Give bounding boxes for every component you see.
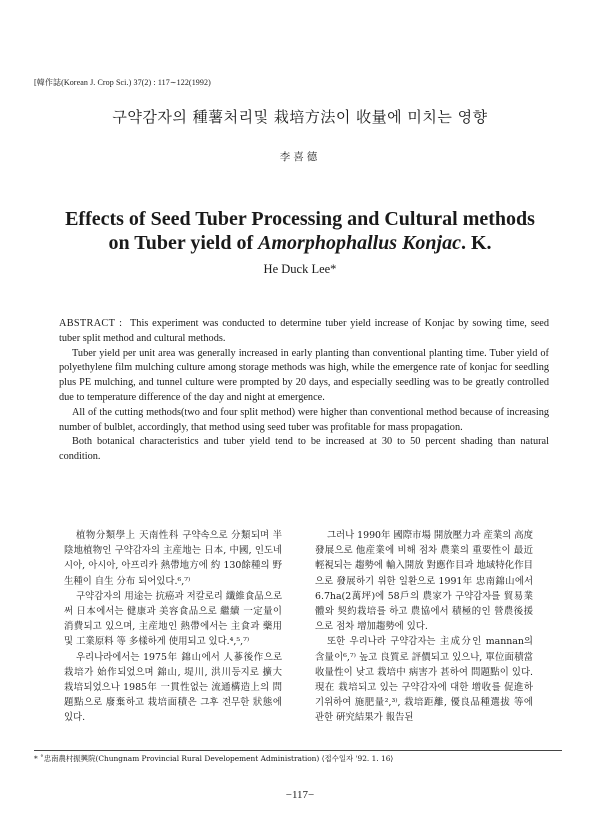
body-paragraph: 우리나라에서는 1975年 錦山에서 人蔘後作으로 栽培가 始作되었으며 錦山, 堤川, 洪川등지로 擴大 栽培되었으나 1985年 一貫性없는 流通構造上의 問題點으로 廢棄하고 栽培面積은 그후 전무한 狀態에 있다.: [64, 651, 282, 724]
body-paragraph: 또한 우리나라 구약감자는 主成分인 mannan의 含量이⁶,⁷⁾ 높고 良質로 評價되고 있으나, 單位面積當 收量性이 낮고 栽培中 病害가 甚하여 問題點이 있다. 現在 栽培되고 있는 구약감자에 대한 增收를 促進하기위하여 施肥量²,³⁾, 栽培距離, 優良品種選拔 等에 관한 硏究結果가 報告된: [315, 636, 533, 724]
journal-citation: [韓作誌(Korean J. Crop Sci.) 37(2) : 117∼122(1992): [34, 78, 211, 87]
english-title-line-2: [0, 231, 600, 255]
footnote: * ˚忠南農村振興院(Chungnam Provincial Rural Developement Administration) ⟨접수일자 '92. 1. 16⟩: [34, 754, 394, 763]
english-title: [0, 207, 600, 255]
body-column-left: [64, 528, 282, 726]
abstract-text: This experiment was conducted to determine tuber yield increase of Konjac by sowing time, seed tuber split method and cultural methods.: [59, 318, 550, 344]
species-name: Amorphophallus Konjac: [258, 232, 461, 254]
abstract-paragraph: Both botanical characteristics and tuber yield tend to be increased at 30 to 50 percent shading than natural condition.: [59, 436, 549, 463]
english-title-prefix: on Tuber yield of: [108, 232, 259, 254]
body-paragraph: 구약감자의 用途는 抗癌과 저칼로리 纖維食品으로써 日本에서는 健康과 美容食品으로 繼續 一定量이 消費되고 있으며, 主産地인 熱帶에서는 主食과 藥用및 工業原料 等 多樣하게 使用되고 있다.⁴,⁵,⁷⁾: [64, 590, 282, 648]
abstract-paragraph: Tuber yield per unit area was generally increased in early planting than conventional planting time. Tuber yield of polyethylene film mulching culture among storage methods was high, while the emergence rate of konjac for seedling plus PE mulching, and tunnel culture were prompted by 20 days, and especially seedling was to be greatly controlled due to temperature difference of the day and night at emergence.: [59, 347, 549, 403]
english-title-suffix: . K.: [460, 232, 492, 254]
abstract-label: ABSTRACT :: [59, 318, 123, 329]
english-author: He Duck Lee*: [263, 262, 337, 276]
abstract-paragraph: All of the cutting methods(two and four split method) were higher than conventional method because of increasing number of bulblet, accordingly, that method using seed tuber was profitable for mass propagation.: [59, 406, 549, 433]
footnote-divider: [34, 750, 562, 751]
abstract: [59, 317, 549, 465]
body-paragraph: 그러나 1990年 國際市場 開放壓力과 産業의 高度發展으로 他産業에 비해 점차 農業의 重要性이 最近輕視되는 趨勢에 輸入開放 對應作目과 地域特化作目으로 發展하기 위한 일환으로 1991年 忠南錦山에서 6.7ha(2萬坪)에 58戶의 農家가 구약감자를 貿易業體와 契約栽培를 하고 農協에서 積極的인 營農後援으로 점차 增加趨勢에 있다.: [315, 530, 533, 633]
korean-title: 구약감자의 種薯처리및 栽培方法이 收量에 미치는 영향: [112, 108, 488, 126]
body-column-right: [315, 528, 533, 726]
abstract-paragraph: [59, 317, 549, 347]
page-number: −117−: [285, 789, 315, 801]
korean-author: 李喜德: [279, 151, 321, 163]
english-title-line-1: Effects of Seed Tuber Processing and Cultural methods: [65, 208, 535, 230]
body-paragraph: 植物分類學上 天南性科 구약속으로 分類되며 半陰地植物인 구약감자의 主産地는 日本, 中國, 인도네시아, 아시아, 아프리카 熱帶地方에 約 130餘種의 野生種이 自生 分布 되어있다.⁶,⁷⁾: [64, 530, 282, 587]
